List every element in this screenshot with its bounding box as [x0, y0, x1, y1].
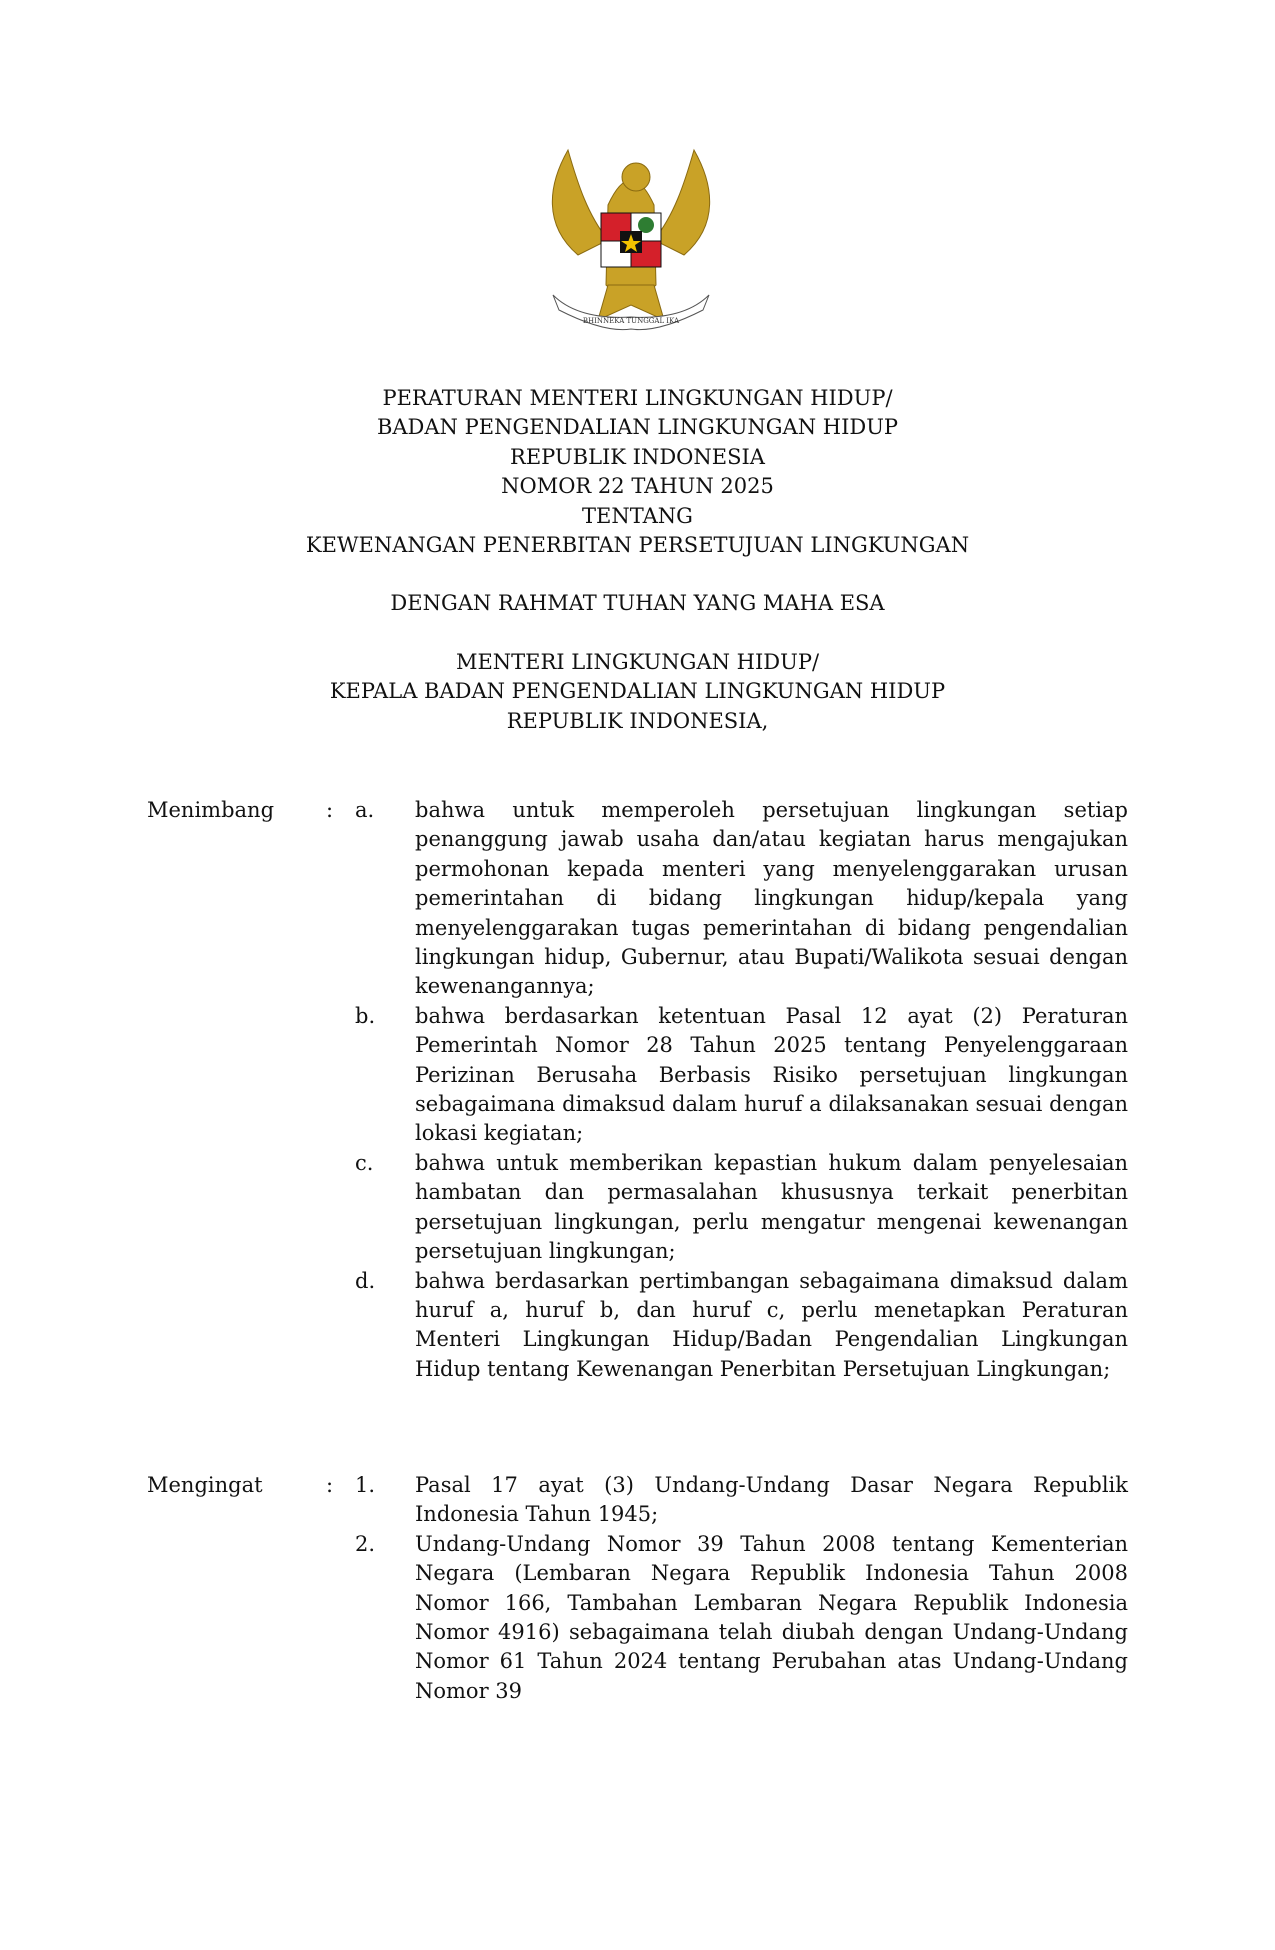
title-line: REPUBLIK INDONESIA [510, 444, 765, 469]
menimbang-item [0, 1149, 1275, 1267]
blessing [0, 589, 1275, 618]
blessing-text: DENGAN RAHMAT TUHAN YANG MAHA ESA [390, 591, 885, 615]
menimbang-item [0, 1002, 1275, 1149]
garuda-pancasila-emblem [538, 145, 724, 337]
item-text: bahwa berdasarkan ketentuan Pasal 12 ayat (2) Peraturan Pemerintah Nomor 28 Tahun 2025 tentang Penyelenggaraan Perizinan Berusaha Berbasis Risiko persetujuan lingkungan sebagaimana dimaksud dalam huruf a dilaksanakan sesuai dengan lokasi kegiatan; [415, 1003, 1128, 1146]
menimbang-item [0, 1267, 1275, 1385]
menimbang-section [0, 796, 1275, 1384]
item-number: b. [355, 1003, 376, 1028]
title-line: KEWENANGAN PENERBITAN PERSETUJUAN LINGKUNGAN [305, 533, 970, 558]
title-line: PERATURAN MENTERI LINGKUNGAN HIDUP/ [382, 386, 893, 410]
issuer [0, 648, 1275, 736]
title-line: TENTANG [582, 503, 693, 528]
mengingat-section [0, 1471, 1275, 1706]
regulation-title [0, 384, 1275, 560]
item-text: bahwa untuk memperoleh persetujuan lingkungan setiap penanggung jawab usaha dan/atau kegiatan harus mengajukan permohonan kepada menteri yang menyelenggarakan urusan pemerintahan di bidang lingkungan hidup/kepala yang menyelenggarakan tugas pemerintahan di bidang pengendalian lingkungan hidup, Gubernur, atau Bupati/Walikota sesuai dengan kewenangannya; [415, 798, 1128, 999]
item-number: c. [355, 1150, 374, 1175]
issuer-line: KEPALA BADAN PENGENDALIAN LINGKUNGAN HIDUP [329, 679, 946, 704]
title-line: NOMOR 22 TAHUN 2025 [501, 474, 774, 499]
item-number: 1. [355, 1473, 376, 1497]
colon: : [326, 1473, 334, 1497]
item-text: Undang-Undang Nomor 39 Tahun 2008 tentang Kementerian Negara (Lembaran Negara Republik Indonesia Tahun 2008 Nomor 166, Tambahan Lembaran Negara Republik Indonesia Nomor 4916) sebagaimana telah diubah dengan Undang-Undang Nomor 61 Tahun 2024 tentang Perubahan atas Undang-Undang Nomor 39 [415, 1531, 1128, 1703]
item-text: bahwa untuk memberikan kepastian hukum dalam penyelesaian hambatan dan permasalahan khususnya terkait penerbitan persetujuan lingkungan, perlu mengatur mengenai kewenangan persetujuan lingkungan; [415, 1150, 1128, 1264]
section-label: Menimbang [147, 798, 275, 822]
item-text: Pasal 17 ayat (3) Undang-Undang Dasar Negara Republik Indonesia Tahun 1945; [415, 1473, 1128, 1527]
issuer-line: REPUBLIK INDONESIA, [506, 708, 769, 733]
item-number: 2. [355, 1531, 376, 1556]
item-text: bahwa berdasarkan pertimbangan sebagaimana dimaksud dalam huruf a, huruf b, dan huruf c, perlu menetapkan Peraturan Menteri Lingkungan Hidup/Badan Pengendalian Lingkungan Hidup tentang Kewenangan Penerbitan Persetujuan Lingkungan; [415, 1268, 1128, 1381]
section-label: Mengingat [147, 1473, 263, 1497]
issuer-line: MENTERI LINGKUNGAN HIDUP/ [455, 650, 820, 674]
svg-text:BHINNEKA TUNGGAL IKA: BHINNEKA TUNGGAL IKA [582, 317, 680, 325]
mengingat-item [0, 1471, 1275, 1530]
colon: : [326, 798, 334, 822]
mengingat-item [0, 1530, 1275, 1706]
item-number: a. [355, 798, 375, 822]
menimbang-item [0, 796, 1275, 1002]
title-line: BADAN PENGENDALIAN LINGKUNGAN HIDUP [376, 415, 899, 440]
item-number: d. [355, 1268, 376, 1293]
